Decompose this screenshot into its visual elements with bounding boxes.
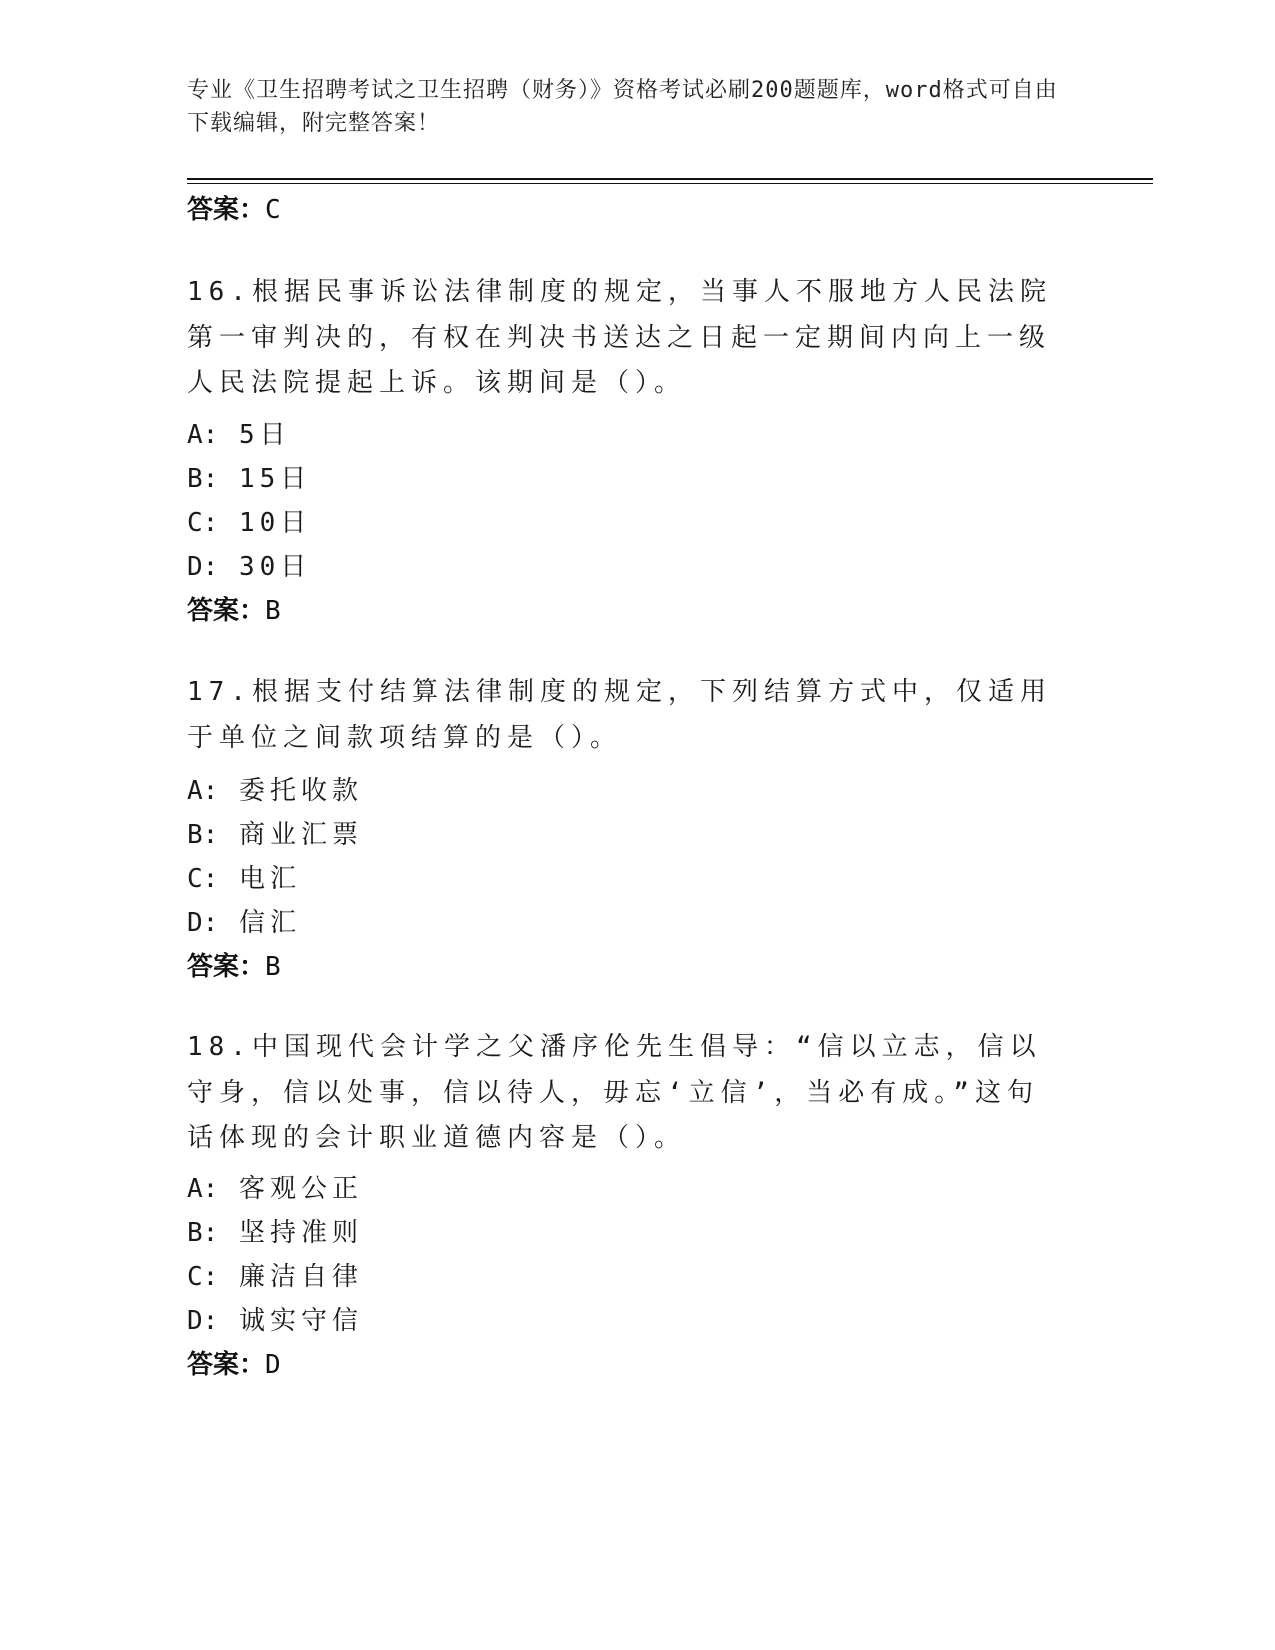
answer-value: D [265,1350,281,1380]
option-text: 商业汇票 [238,820,363,850]
option-text: 委托收款 [238,776,363,806]
option-c [187,505,311,541]
option-key: A: [187,776,219,806]
option-key: A: [187,420,219,450]
option-b [187,1215,363,1251]
question-text: 18.中国现代会计学之父潘序伦先生倡导：“信以立志，信以守身，信以处事，信以待人，毋忘‘立信’，当必有成。”这句话体现的会计职业道德内容是（）。 [187,1032,1042,1153]
option-key: D: [187,552,219,582]
option-a [187,417,291,453]
option-key: C: [187,1262,219,1292]
option-c [187,861,301,897]
answer-label: 答案： [187,1350,266,1380]
option-b [187,461,311,497]
option-a [187,1171,363,1207]
option-text: 电汇 [238,864,301,894]
option-key: D: [187,908,219,938]
answer-label: 答案： [187,596,266,626]
document-header: 专业《卫生招聘考试之卫生招聘（财务）》资格考试必刷200题题库，word格式可自由下载编辑，附完整答案！ [187,78,1058,136]
answer-line [187,1347,281,1383]
option-key: A: [187,1174,219,1204]
option-d [187,1303,363,1339]
option-key: C: [187,508,219,538]
answer-value: B [265,596,281,626]
answer-value: C [265,195,281,225]
answer-line [187,593,281,629]
option-key: B: [187,820,219,850]
answer-label: 答案： [187,952,266,982]
header-divider-thin [187,183,1153,184]
option-key: C: [187,864,219,894]
header-divider-thick [187,178,1153,180]
option-b [187,817,363,853]
answer-label: 答案： [187,195,266,225]
option-c [187,1259,363,1295]
answer-value: B [265,952,281,982]
option-text: 廉洁自律 [238,1262,363,1292]
option-text: 5日 [238,420,291,450]
option-key: D: [187,1306,219,1336]
answer-line [187,949,281,985]
option-d [187,549,311,585]
option-text: 诚实守信 [238,1306,363,1336]
option-text: 坚持准则 [238,1218,363,1248]
option-text: 客观公正 [238,1174,363,1204]
answer-line [187,192,281,228]
option-a [187,773,363,809]
option-key: B: [187,1218,219,1248]
question-text: 17.根据支付结算法律制度的规定，下列结算方式中，仅适用于单位之间款项结算的是（）。 [187,677,1052,753]
option-text: 10日 [238,508,312,538]
option-key: B: [187,464,219,494]
question-text: 16.根据民事诉讼法律制度的规定，当事人不服地方人民法院第一审判决的，有权在判决书送达之日起一定期间内向上一级人民法院提起上诉。该期间是（）。 [187,277,1052,398]
option-d [187,905,301,941]
option-text: 信汇 [238,908,301,938]
option-text: 30日 [238,552,312,582]
option-text: 15日 [238,464,312,494]
